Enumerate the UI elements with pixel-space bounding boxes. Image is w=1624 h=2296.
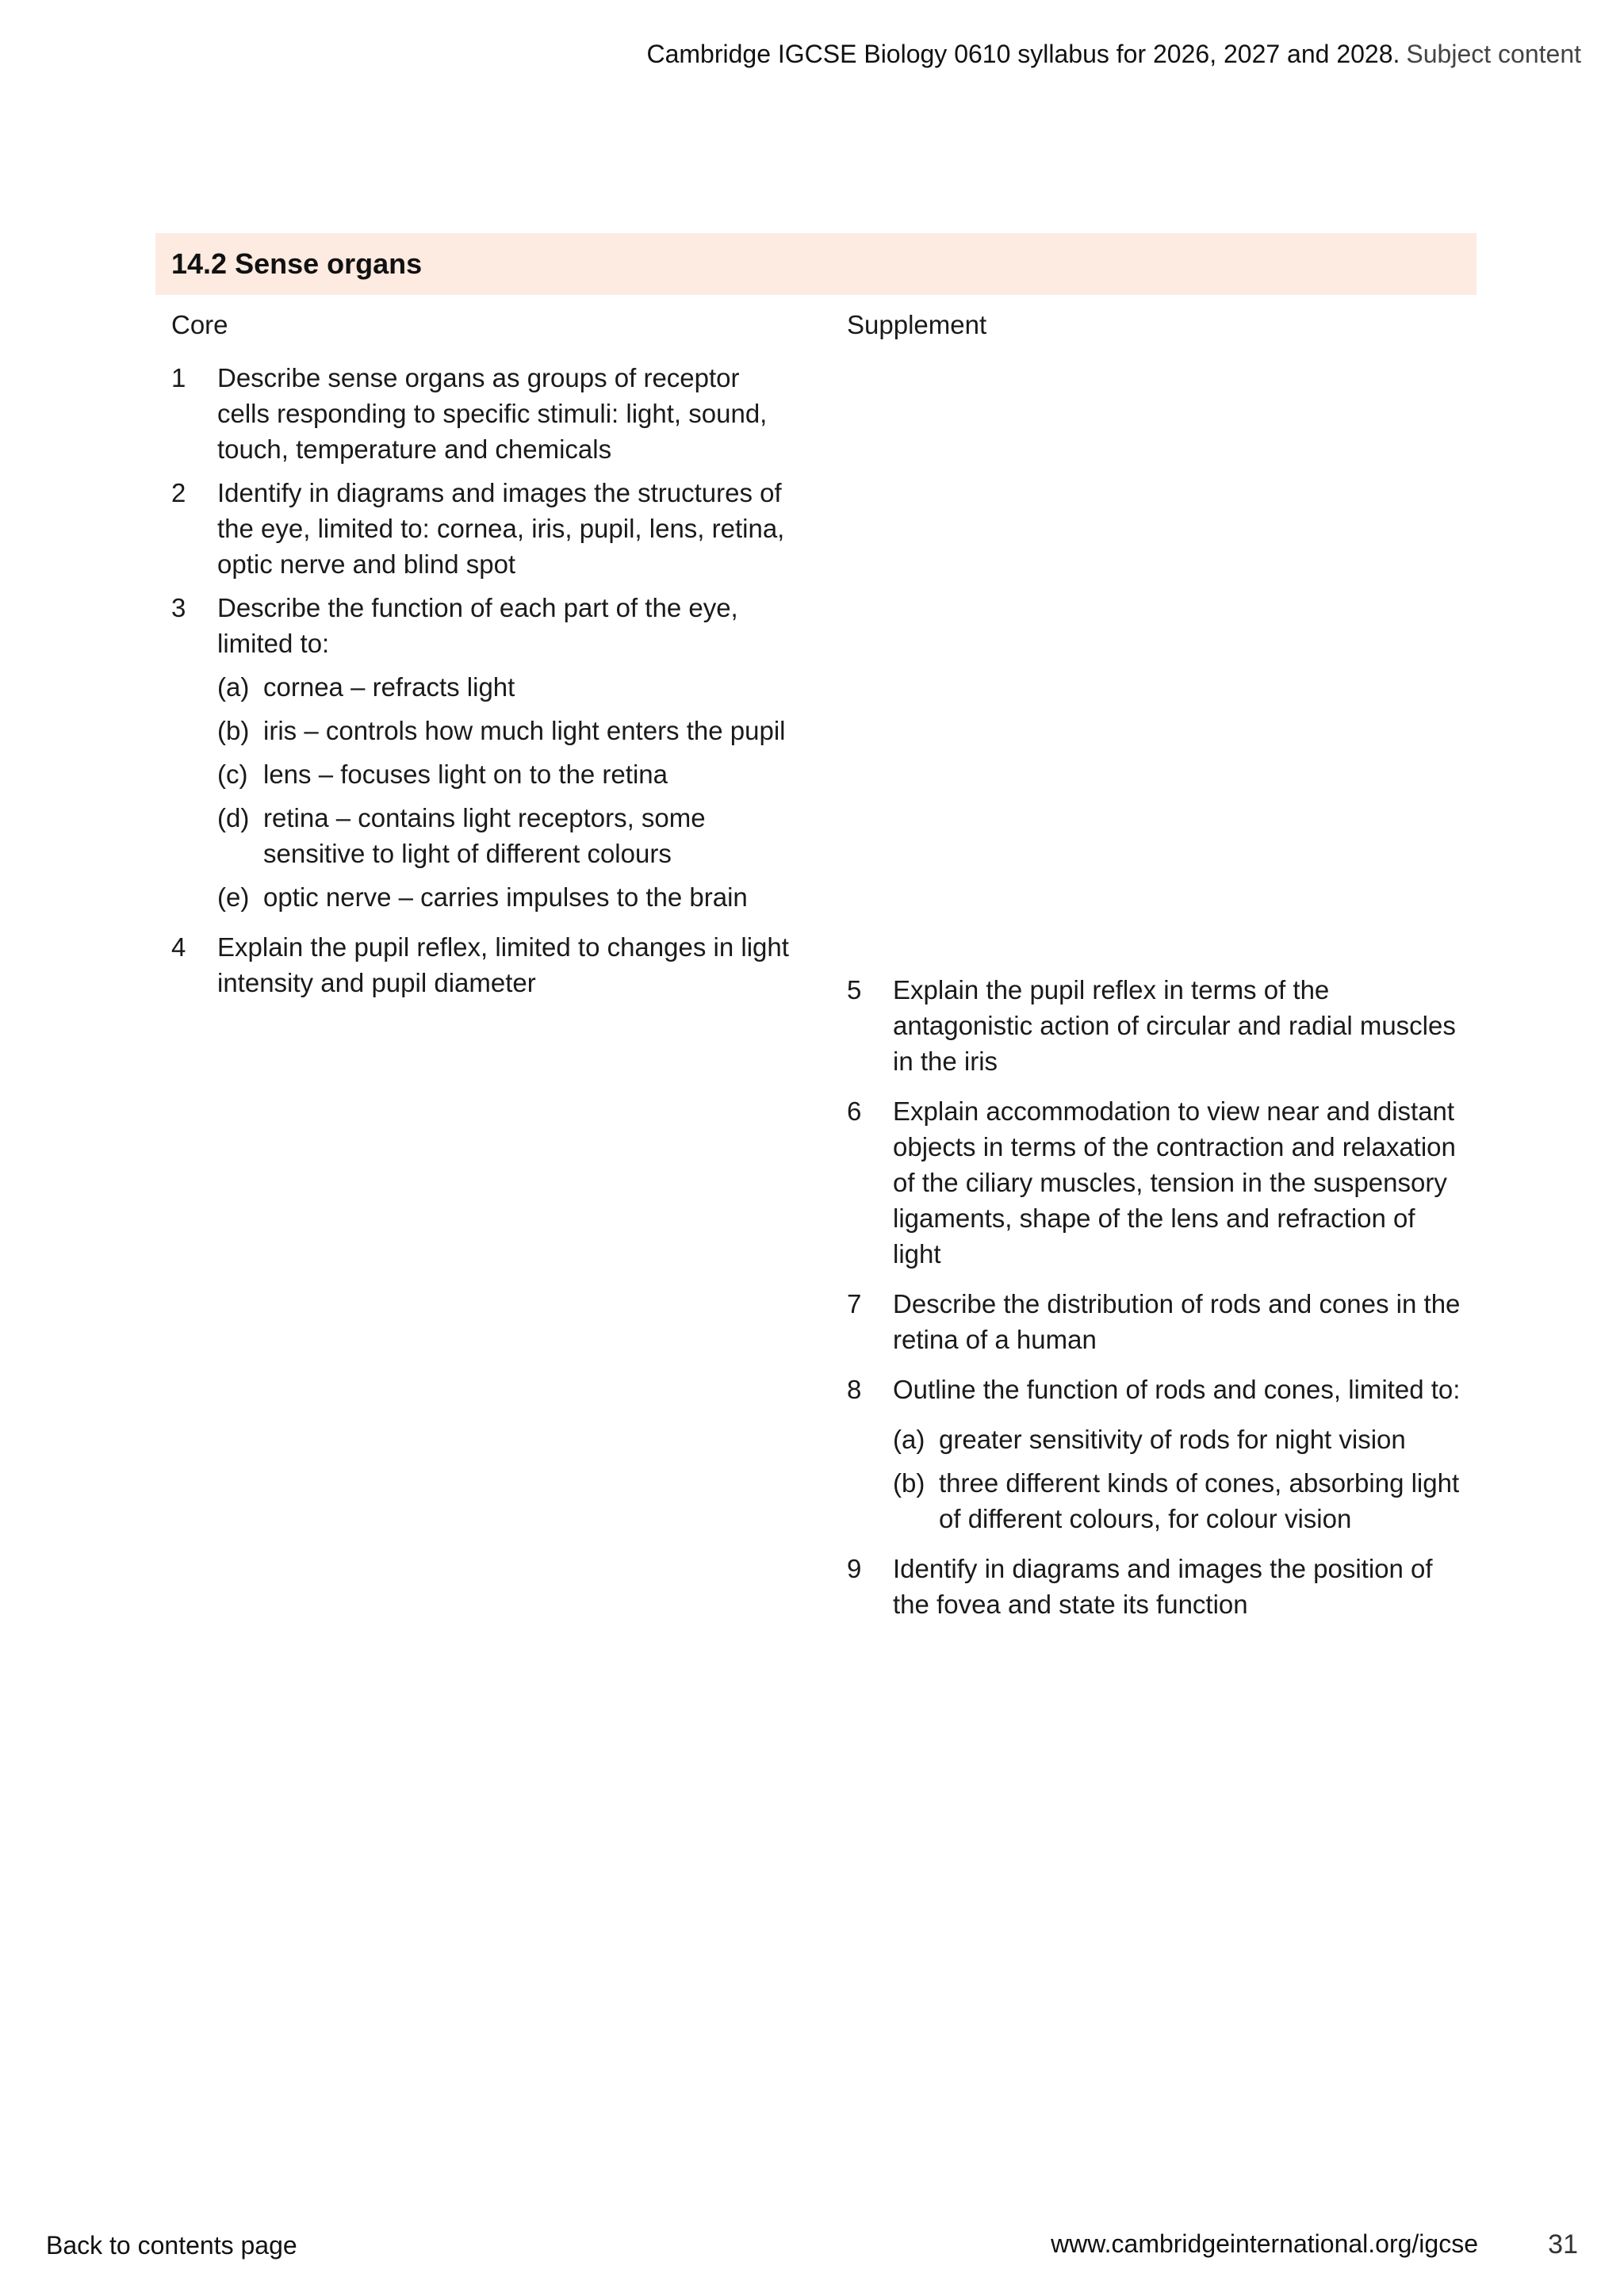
supplement-item-7 xyxy=(847,1286,1465,1357)
subitem-b xyxy=(217,713,798,748)
subitem-label: (c) xyxy=(217,760,248,789)
item-number: 7 xyxy=(847,1289,862,1318)
subitem-text: optic nerve – carries impulses to the brain xyxy=(263,882,748,912)
core-item-1 xyxy=(171,360,798,467)
supplement-column xyxy=(847,304,1465,1630)
supplement-item-9 xyxy=(847,1551,1465,1622)
item-number: 5 xyxy=(847,975,862,1004)
subitem-e xyxy=(217,879,798,915)
supplement-item-8 xyxy=(847,1372,1465,1536)
item-number: 4 xyxy=(171,932,186,962)
item-text: Describe the function of each part of the eye, limited to: xyxy=(217,593,738,658)
core-item-4 xyxy=(171,929,798,1001)
subitem-label: (b) xyxy=(893,1468,925,1498)
supplement-item-6 xyxy=(847,1093,1465,1272)
item-number: 2 xyxy=(171,478,186,507)
subitem-label: (a) xyxy=(893,1425,925,1454)
core-item-3 xyxy=(171,590,798,915)
back-to-contents-link[interactable]: Back to contents page xyxy=(46,2231,297,2260)
item-text: Outline the function of rods and cones, limited to: xyxy=(893,1375,1461,1404)
subitem-text: lens – focuses light on to the retina xyxy=(263,760,668,789)
subitem-d xyxy=(217,800,798,871)
item-number: 6 xyxy=(847,1096,862,1126)
subitem-b xyxy=(893,1465,1465,1536)
item-number: 9 xyxy=(847,1554,862,1583)
document-title: Cambridge IGCSE Biology 0610 syllabus for 2026, 2027 and 2028. xyxy=(646,40,1400,68)
website-url[interactable]: www.cambridgeinternational.org/igcse xyxy=(1051,2229,1478,2258)
subitem-c xyxy=(217,756,798,792)
item-text: Explain accommodation to view near and distant objects in terms of the contraction and relaxation of the ciliary muscles, tension in the suspensory ligaments, shape of the lens and refraction of light xyxy=(893,1096,1456,1269)
item-text: Explain the pupil reflex, limited to changes in light intensity and pupil diameter xyxy=(217,932,789,997)
document-subtitle: Subject content xyxy=(1406,40,1581,68)
core-item-2 xyxy=(171,475,798,582)
item-text: Identify in diagrams and images the position of the fovea and state its function xyxy=(893,1554,1433,1619)
item-text: Describe sense organs as groups of receptor cells responding to specific stimuli: light, sound, touch, temperature and chemicals xyxy=(217,363,768,464)
core-heading: Core xyxy=(171,310,228,339)
subitem-label: (a) xyxy=(217,672,250,702)
subitem-text: greater sensitivity of rods for night vision xyxy=(939,1425,1406,1454)
subitem-label: (d) xyxy=(217,803,250,832)
subitem-label: (b) xyxy=(217,716,250,745)
subitem-text: retina – contains light receptors, some sensitive to light of different colours xyxy=(263,803,706,868)
item-number: 1 xyxy=(171,363,186,392)
supplement-heading: Supplement xyxy=(847,310,987,339)
subitem-label: (e) xyxy=(217,882,250,912)
item-text: Identify in diagrams and images the structures of the eye, limited to: cornea, iris, pupil, lens, retina, optic nerve and blind spot xyxy=(217,478,785,579)
page-header xyxy=(646,40,1581,69)
subitem-a xyxy=(217,669,798,705)
subitem-text: three different kinds of cones, absorbing light of different colours, for colour vision xyxy=(939,1468,1460,1533)
supplement-item-5 xyxy=(847,972,1465,1079)
supplement-spacer xyxy=(847,360,1465,972)
item-text: Explain the pupil reflex in terms of the antagonistic action of circular and radial muscles in the iris xyxy=(893,975,1456,1076)
item-number: 3 xyxy=(171,593,186,622)
subitem-a xyxy=(893,1422,1465,1457)
page-number: 31 xyxy=(1548,2229,1578,2260)
core-column xyxy=(171,304,798,1008)
subitem-text: cornea – refracts light xyxy=(263,672,515,702)
item-number: 8 xyxy=(847,1375,862,1404)
section-title: 14.2 Sense organs xyxy=(155,233,1477,295)
subitem-text: iris – controls how much light enters the pupil xyxy=(263,716,786,745)
item-text: Describe the distribution of rods and cones in the retina of a human xyxy=(893,1289,1461,1354)
